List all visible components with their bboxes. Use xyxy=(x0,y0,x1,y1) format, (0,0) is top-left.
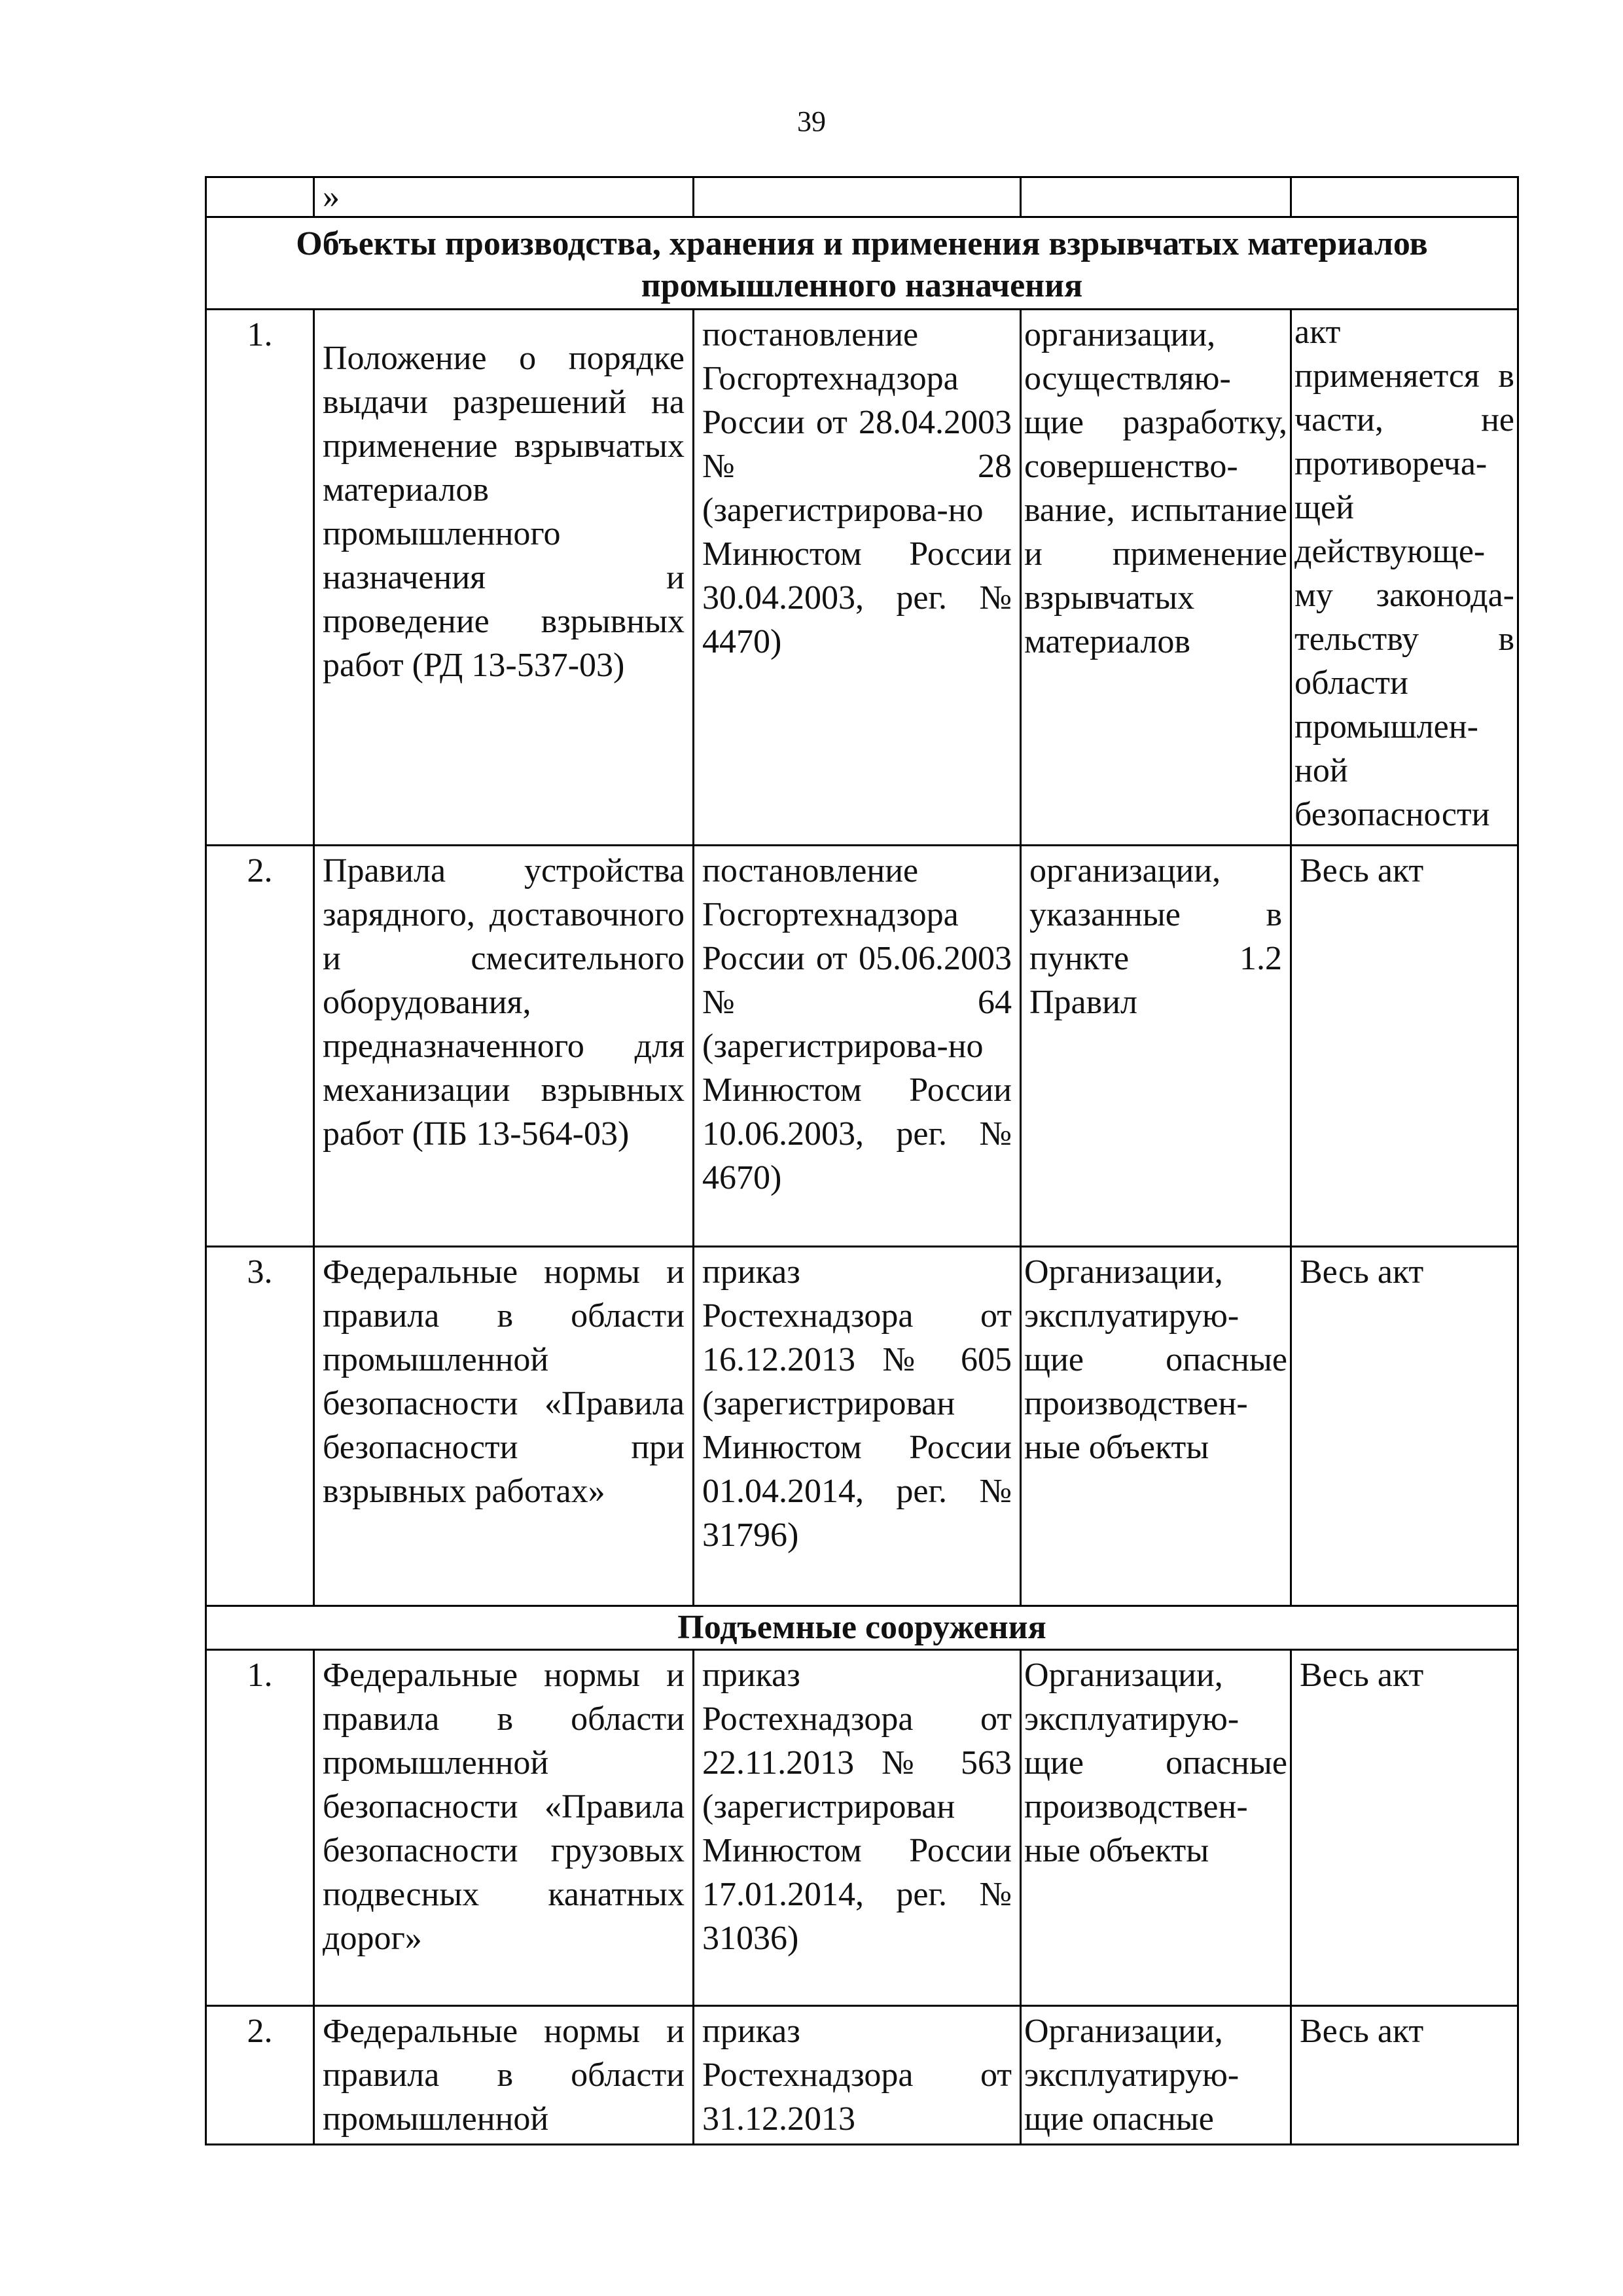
applicability-scope: Весь акт xyxy=(1291,2006,1518,2145)
section-header-row xyxy=(206,1606,1518,1650)
applicability-scope: Весь акт xyxy=(1291,1247,1518,1606)
row-number: 1. xyxy=(206,310,314,846)
row-number: 2. xyxy=(206,846,314,1247)
applicable-subjects: организации, указанные в пункте 1.2 Правил xyxy=(1021,846,1291,1247)
row-number: 1. xyxy=(206,1650,314,2006)
section-header-row xyxy=(206,217,1518,310)
approving-act: приказ Ростехнадзора от 22.11.2013 № 563 (зарегистрирован Минюстом России 17.01.2014, рег. № 31036) xyxy=(694,1650,1021,2006)
table-row xyxy=(206,310,1518,846)
document-name: Федеральные нормы и правила в области промышленной безопасности «Правила безопасности грузовых подвесных канатных дорог» xyxy=(314,1650,694,2006)
table-row xyxy=(206,1247,1518,1606)
approving-act: приказ Ростехнадзора от 16.12.2013 № 605 (зарегистрирован Минюстом России 01.04.2014, рег. № 31796) xyxy=(694,1247,1021,1606)
row-number: 3. xyxy=(206,1247,314,1606)
applicable-subjects: Организации, эксплуатирую-щие опасные xyxy=(1021,2006,1291,2145)
applicability-scope: Весь акт xyxy=(1291,1650,1518,2006)
applicable-subjects: организации, осуществляю-щие разработку, совершенство-вание, испытание и применение взрывчатых материалов xyxy=(1021,310,1291,846)
applicable-subjects: Организации, эксплуатирую-щие опасные производствен-ные объекты xyxy=(1021,1650,1291,2006)
table-cell xyxy=(1021,177,1291,217)
page-number: 39 xyxy=(797,105,826,137)
document-name: Федеральные нормы и правила в области промышленной xyxy=(314,2006,694,2145)
approving-act: приказ Ростехнадзора от 31.12.2013 xyxy=(694,2006,1021,2145)
applicability-scope: акт применяется в части, не противореча-щей действующе-му законода-тельству в области промышлен-ной безопасности xyxy=(1291,310,1518,846)
section-title: Подъемные сооружения xyxy=(206,1606,1518,1650)
table-cell xyxy=(694,177,1021,217)
document-name: Правила устройства зарядного, доставочного и смесительного оборудования, предназначенного для механизации взрывных работ (ПБ 13-564-03) xyxy=(314,846,694,1247)
continuation-row xyxy=(206,177,1518,217)
approving-act: постановление Госгортехнадзора России от 28.04.2003 № 28 (зарегистрирова-но Минюстом России 30.04.2003, рег. № 4470) xyxy=(694,310,1021,846)
section-title: Объекты производства, хранения и применения взрывчатых материалов промышленного назначения xyxy=(206,217,1518,310)
table-row xyxy=(206,2006,1518,2145)
table-row xyxy=(206,1650,1518,2006)
document-name: Федеральные нормы и правила в области промышленной безопасности «Правила безопасности при взрывных работах» xyxy=(314,1247,694,1606)
row-number: 2. xyxy=(206,2006,314,2145)
applicable-subjects: Организации, эксплуатирую-щие опасные производствен-ные объекты xyxy=(1021,1247,1291,1606)
table-cell xyxy=(206,177,314,217)
table-cell xyxy=(1291,177,1518,217)
approving-act: постановление Госгортехнадзора России от 05.06.2003 № 64 (зарегистрирова-но Минюстом России 10.06.2003, рег. № 4670) xyxy=(694,846,1021,1247)
applicability-scope: Весь акт xyxy=(1291,846,1518,1247)
document-name: Положение о порядке выдачи разрешений на применение взрывчатых материалов промышленного назначения и проведение взрывных работ (РД 13-537-03) xyxy=(314,310,694,846)
continuation-mark: » xyxy=(314,177,694,217)
regulations-table xyxy=(205,176,1519,2145)
table-row xyxy=(206,846,1518,1247)
